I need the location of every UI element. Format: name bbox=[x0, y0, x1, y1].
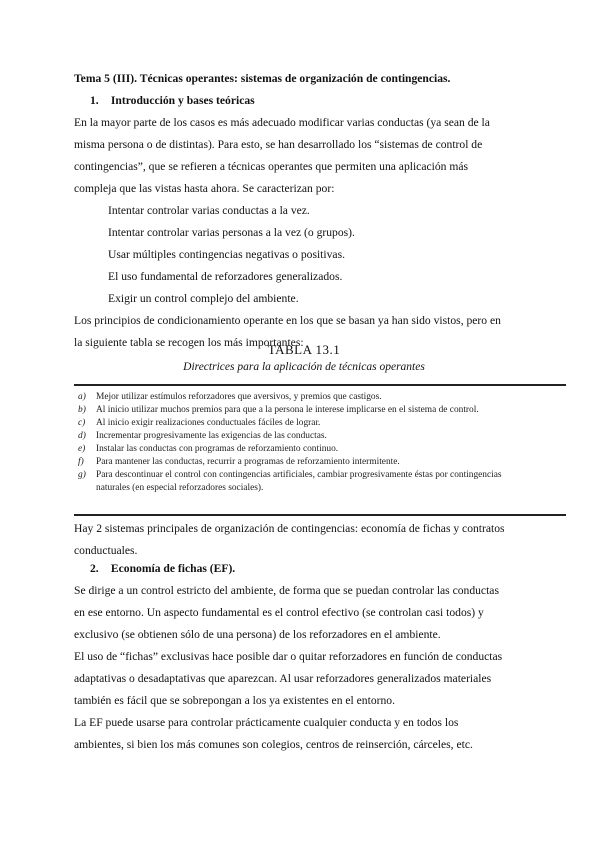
characteristic-item: Usar múltiples contingencias negativas o positivas. bbox=[108, 248, 345, 261]
table-row bbox=[78, 391, 382, 403]
row-text: Al inicio exigir realizaciones conductuales fáciles de lograr. bbox=[96, 418, 321, 428]
row-letter: b) bbox=[78, 405, 86, 415]
document-title: Tema 5 (III). Técnicas operantes: sistemas de organización de contingencias. bbox=[74, 72, 451, 85]
row-text: Instalar las conductas con programas de reforzamiento continuo. bbox=[96, 444, 339, 454]
row-text: Incrementar progresivamente las exigencias de las conductas. bbox=[96, 431, 327, 441]
guidelines-table bbox=[74, 384, 566, 516]
table-row bbox=[78, 469, 502, 481]
characteristic-item: Intentar controlar varias personas a la vez (o grupos). bbox=[108, 226, 355, 239]
ef-line: ambientes, si bien los más comunes son colegios, centros de reinserción, cárceles, etc. bbox=[74, 738, 473, 751]
table-title: TABLA 13.1 bbox=[267, 342, 341, 357]
systems-line: Hay 2 sistemas principales de organización de contingencias: economía de fichas y contratos bbox=[74, 522, 505, 535]
table-row bbox=[78, 456, 400, 468]
intro-line: misma persona o de distintas). Para esto, se han desarrollado los “sistemas de control de bbox=[74, 138, 483, 151]
row-text: Mejor utilizar estímulos reforzadores que aversivos, y premios que castigos. bbox=[96, 392, 382, 402]
systems-line: conductuales. bbox=[74, 544, 138, 557]
table-row bbox=[78, 404, 479, 416]
ef-line: exclusivo (se obtienen sólo de una persona) de los reforzadores en el ambiente. bbox=[74, 628, 441, 641]
row-letter: e) bbox=[78, 444, 86, 454]
table-caption bbox=[74, 342, 534, 373]
ef-line: en ese entorno. Un aspecto fundamental es el control efectivo (se controlan casi todos) y bbox=[74, 606, 484, 619]
principles-line: Los principios de condicionamiento operante en los que se basan ya han sido vistos, pero en bbox=[74, 314, 501, 327]
characteristic-item: Exigir un control complejo del ambiente. bbox=[108, 292, 299, 305]
row-letter: a) bbox=[78, 392, 86, 402]
row-letter: c) bbox=[78, 418, 86, 428]
ef-line: El uso de “fichas” exclusivas hace posible dar o quitar reforzadores en función de conductas bbox=[74, 650, 503, 663]
ef-line: adaptativas o desadaptativas que aparezcan. Al usar reforzadores generalizados materiales bbox=[74, 672, 492, 685]
row-text: Para mantener las conductas, recurrir a programas de reforzamiento intermitente. bbox=[96, 457, 400, 467]
principles-line: la siguiente tabla se recogen los más importantes: bbox=[74, 336, 304, 349]
row-letter: f) bbox=[78, 457, 84, 467]
section-label: Introducción y bases teóricas bbox=[110, 94, 255, 107]
row-text: Para descontinuar el control con contingencias artificiales, cambiar progresivamente éstas por contingencias bbox=[96, 470, 502, 480]
table-subtitle: Directrices para la aplicación de técnicas operantes bbox=[183, 361, 425, 373]
section-number: 1. bbox=[90, 94, 99, 107]
ef-line: también es fácil que se sobrepongan a los ya existentes en el entorno. bbox=[74, 694, 395, 707]
intro-line: contingencias”, que se refieren a técnicas operantes que permiten una aplicación más bbox=[74, 160, 469, 173]
ef-line: La EF puede usarse para controlar prácticamente cualquier conducta y en todos los bbox=[74, 716, 459, 729]
intro-line: En la mayor parte de los casos es más adecuado modificar varias conductas (ya sean de la bbox=[74, 116, 490, 129]
ef-line: Se dirige a un control estricto del ambiente, de forma que se puedan controlar las conductas bbox=[74, 584, 499, 597]
table-row-continuation bbox=[78, 482, 263, 494]
section-heading-2 bbox=[90, 558, 235, 580]
table-row bbox=[78, 417, 320, 429]
section-label: Economía de fichas (EF). bbox=[110, 562, 236, 575]
row-text: naturales (en especial reforzadores sociales). bbox=[96, 483, 264, 493]
row-text: Al inicio utilizar muchos premios para que a la persona le interese implicarse en el sistema de control. bbox=[96, 405, 479, 415]
characteristic-item: Intentar controlar varias conductas a la vez. bbox=[108, 204, 310, 217]
characteristic-item: El uso fundamental de reforzadores generalizados. bbox=[108, 270, 343, 283]
table-row bbox=[78, 430, 327, 442]
row-letter: g) bbox=[78, 470, 86, 480]
table-row bbox=[78, 443, 338, 455]
section-heading-1 bbox=[90, 90, 255, 112]
intro-line: compleja que las vistas hasta ahora. Se caracterizan por: bbox=[74, 182, 335, 195]
section-number: 2. bbox=[90, 562, 99, 575]
row-letter: d) bbox=[78, 431, 86, 441]
